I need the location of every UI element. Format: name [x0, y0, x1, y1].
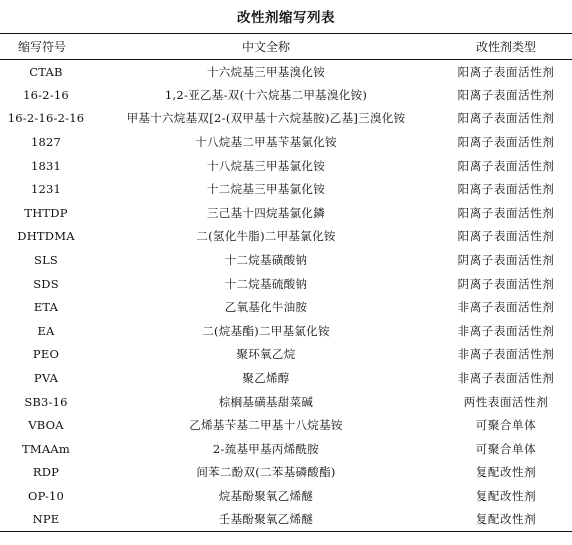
abbreviation-cell: SDS: [33, 276, 59, 291]
full-name-cell: 三己基十四烷基氯化鏻: [207, 205, 325, 220]
modifier-type-cell: 阴离子表面活性剂: [457, 253, 555, 268]
table-row: [0, 390, 572, 414]
abbreviation-cell: OP-10: [27, 488, 65, 503]
modifier-type-cell: 阳离子表面活性剂: [457, 182, 555, 197]
full-name-cell: 十六烷基三甲基溴化铵: [207, 64, 325, 79]
table-row: [0, 366, 572, 390]
abbreviation-cell: 16-2-16-2-16: [7, 111, 85, 126]
full-name-cell: 甲基十六烷基双[2-(双甲基十六烷基胺)乙基]三溴化铵: [126, 111, 406, 126]
table-row: [0, 225, 572, 249]
table-row: [0, 201, 572, 225]
abbreviation-cell: SB3-16: [24, 394, 68, 409]
full-name-cell: 聚环氧乙烷: [236, 347, 296, 362]
modifier-type-cell: 可聚合单体: [475, 441, 537, 456]
full-name-cell: 棕榈基磺基甜菜碱: [218, 394, 314, 409]
table-row: [0, 295, 572, 319]
modifier-type-cell: 可聚合单体: [475, 418, 537, 433]
full-name-cell: 乙氧基化牛油胺: [224, 300, 308, 315]
abbreviation-cell: TMAAm: [22, 441, 70, 456]
modifier-type-cell: 阳离子表面活性剂: [457, 205, 555, 220]
full-name-cell: 十八烷基三甲基氯化铵: [207, 158, 325, 173]
modifier-type-cell: 非离子表面活性剂: [457, 371, 555, 386]
modifier-type-cell: 阳离子表面活性剂: [457, 87, 555, 102]
modifier-type-cell: 复配改性剂: [440, 508, 572, 532]
modifier-type-cell: 非离子表面活性剂: [457, 347, 555, 362]
modifier-type-cell: 非离子表面活性剂: [457, 300, 555, 315]
table-row: [0, 154, 572, 178]
modifier-type-cell: 两性表面活性剂: [463, 394, 549, 409]
full-name-cell: 十二烷基硫酸钠: [224, 276, 308, 291]
table-row: [0, 60, 572, 84]
table-row: [0, 319, 572, 343]
abbreviation-cell: VBOA: [28, 418, 64, 433]
modifier-type-cell: 复配改性剂: [475, 488, 537, 503]
table-row: [0, 130, 572, 154]
full-name-cell: 十二烷基三甲基氯化铵: [207, 182, 325, 197]
table-row: [0, 437, 572, 461]
full-name-cell: 十二烷基磺酸钠: [224, 253, 308, 268]
abbreviation-cell: DHTDMA: [17, 229, 75, 244]
table-row: [0, 413, 572, 437]
modifier-type-cell: 阳离子表面活性剂: [457, 64, 555, 79]
abbreviation-cell: PEO: [32, 347, 60, 362]
full-name-cell: 二(氢化牛脂)二甲基氯化铵: [196, 229, 336, 244]
abbreviation-cell: PVA: [33, 371, 59, 386]
header-full-name: 中文全称: [92, 34, 440, 60]
table-row: [0, 248, 572, 272]
full-name-cell: 壬基酚聚氧乙烯醚: [92, 508, 440, 532]
abbreviation-cell: 16-2-16: [23, 87, 69, 102]
modifier-type-cell: 非离子表面活性剂: [457, 323, 555, 338]
table-row: [0, 508, 572, 532]
table-caption: 改性剂缩写列表: [237, 10, 335, 26]
header-abbreviation: 缩写符号: [0, 34, 92, 60]
full-name-cell: 乙烯基苄基二甲基十八烷基铵: [189, 418, 343, 433]
full-name-cell: 二(烷基酯)二甲基氯化铵: [202, 323, 330, 338]
modifier-type-cell: 阳离子表面活性剂: [457, 158, 555, 173]
full-name-cell: 聚乙烯醇: [242, 371, 290, 386]
abbreviation-cell: NPE: [0, 508, 92, 532]
modifier-type-cell: 阳离子表面活性剂: [457, 229, 555, 244]
full-name-cell: 间苯二酚双(二苯基磷酸酯): [196, 465, 336, 480]
modifier-abbreviation-table: [0, 33, 572, 532]
table-row: [0, 272, 572, 296]
table-header-row: [0, 34, 572, 60]
modifier-type-cell: 阳离子表面活性剂: [457, 135, 555, 150]
abbreviation-cell: CTAB: [29, 64, 63, 79]
full-name-cell: 十八烷基二甲基苄基氯化铵: [195, 135, 337, 150]
full-name-cell: 1,2-亚乙基-双(十六烷基二甲基溴化铵): [164, 87, 368, 102]
table-row: [0, 343, 572, 367]
table-row: [0, 83, 572, 107]
modifier-type-cell: 阴离子表面活性剂: [457, 276, 555, 291]
abbreviation-cell: SLS: [34, 253, 58, 268]
modifier-type-cell: 阳离子表面活性剂: [457, 111, 555, 126]
table-row: [0, 461, 572, 485]
abbreviation-cell: 1827: [30, 135, 62, 150]
abbreviation-cell: EA: [37, 323, 55, 338]
table-row: [0, 107, 572, 131]
full-name-cell: 烷基酚聚氧乙烯醚: [218, 488, 314, 503]
full-name-cell: 2-巯基甲基丙烯酰胺: [212, 441, 320, 456]
abbreviation-cell: ETA: [33, 300, 59, 315]
table-row: [0, 484, 572, 508]
abbreviation-cell: 1231: [30, 182, 62, 197]
modifier-type-cell: 复配改性剂: [475, 465, 537, 480]
header-modifier-type: 改性剂类型: [440, 34, 572, 60]
abbreviation-cell: RDP: [32, 465, 60, 480]
table-row: [0, 177, 572, 201]
abbreviation-cell: THTDP: [24, 205, 68, 220]
abbreviation-cell: 1831: [30, 158, 62, 173]
table-body: [0, 60, 572, 532]
